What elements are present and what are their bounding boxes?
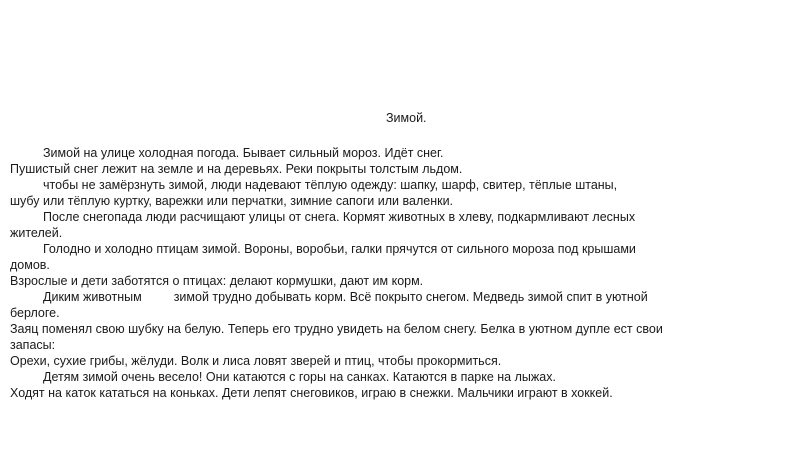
- text-line: жителей.: [10, 226, 63, 240]
- text-segment: зимой трудно добывать корм. Всё покрыто снегом. Медведь зимой спит в уютной: [173, 290, 648, 304]
- text-line: Орехи, сухие грибы, жёлуди. Волк и лиса ловят зверей и птиц, чтобы прокормиться.: [10, 354, 502, 368]
- document-title: Зимой.: [386, 111, 427, 125]
- text-segment: Диким животным: [43, 290, 142, 304]
- text-line: Пушистый снег лежит на земле и на деревьях. Реки покрыты толстым льдом.: [10, 162, 463, 176]
- document-body: [10, 145, 790, 401]
- text-line: запасы:: [10, 338, 56, 352]
- text-line: чтобы не замёрзнуть зимой, люди надевают тёплую одежду: шапку, шарф, свитер, тёплые штаны,: [43, 178, 618, 192]
- text-line: Детям зимой очень весело! Они катаются с горы на санках. Катаются в парке на лыжах.: [43, 370, 556, 384]
- text-line: домов.: [10, 258, 50, 272]
- text-line: Взрослые и дети заботятся о птицах: делают кормушки, дают им корм.: [10, 274, 424, 288]
- text-line: Зимой на улице холодная погода. Бывает сильный мороз. Идёт снег.: [43, 146, 444, 160]
- text-line: шубу или тёплую куртку, варежки или перчатки, зимние сапоги или валенки.: [10, 194, 454, 208]
- text-line: После снегопада люди расчищают улицы от снега. Кормят животных в хлеву, подкармливают лесных: [43, 210, 636, 224]
- text-line: берлоге.: [10, 306, 60, 320]
- text-line: Заяц поменял свою шубку на белую. Теперь его трудно увидеть на белом снегу. Белка в уютном дупле ест свои: [10, 322, 663, 336]
- text-line-split: [10, 289, 790, 305]
- text-line: Ходят на каток кататься на коньках. Дети лепят снеговиков, играю в снежки. Мальчики играют в хоккей.: [10, 386, 613, 400]
- text-line: Голодно и холодно птицам зимой. Вороны, воробьи, галки прячутся от сильного мороза под крышами: [43, 242, 636, 256]
